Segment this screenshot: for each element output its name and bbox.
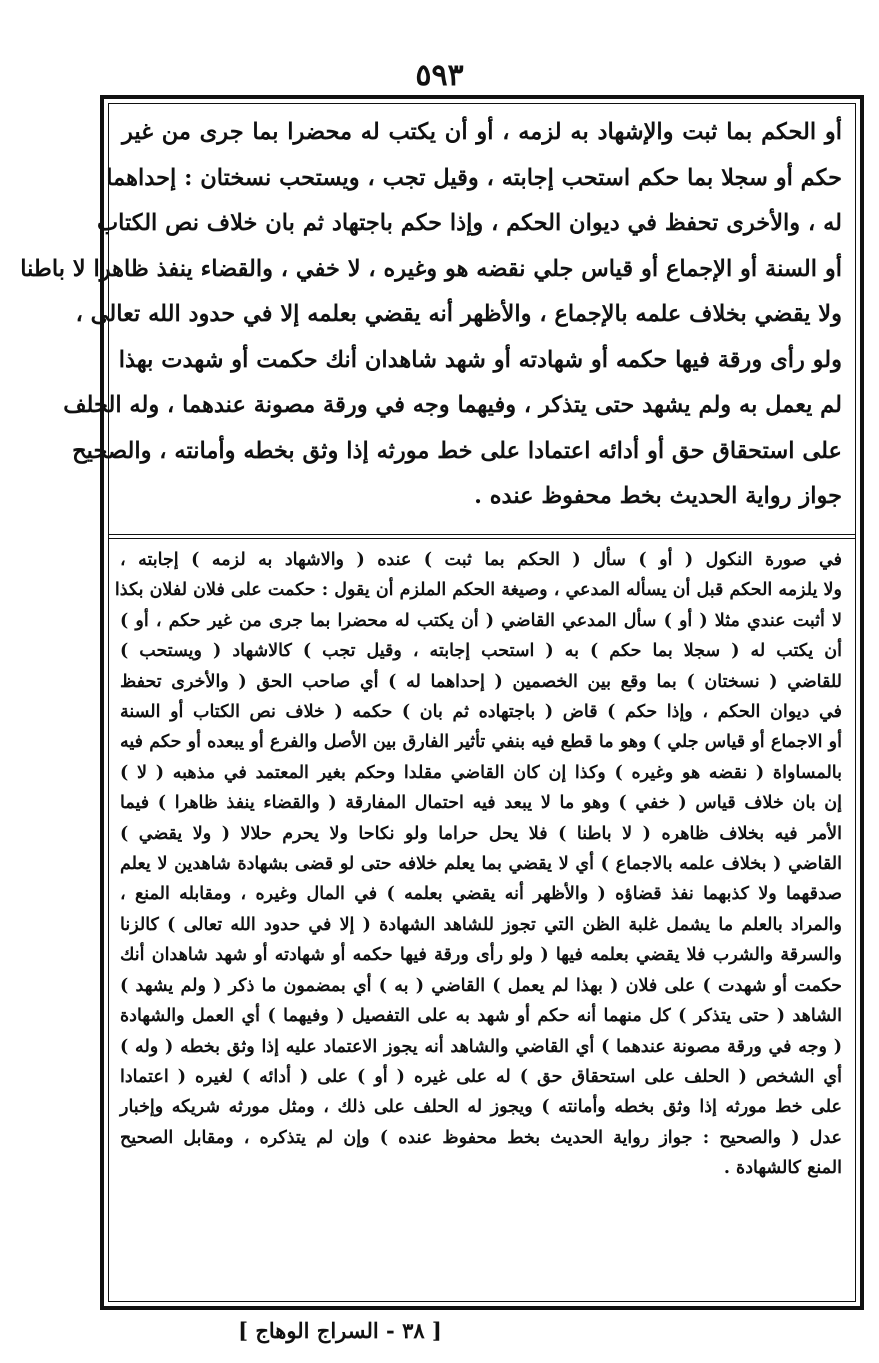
main-text-line: أو السنة أو الإجماع أو قياس جلي نقضه هو وغيره ، لا خفي ، والقضاء ينفذ ظاهرا لا باطنا: [20, 255, 842, 282]
commentary-line: على خط مورثه إذا وثق بخطه وأمانته ) ويجوز له الحلف على ذلك ، ومثل مورثه شريكه وإخبار: [120, 1097, 842, 1118]
main-text-line: لم يعمل به ولم يشهد حتى يتذكر ، وفيهما وجه في ورقة مصونة عندهما ، وله الحلف: [63, 392, 842, 418]
section-divider: [108, 538, 856, 539]
footer-signature: [ ٣٨ - السراج الوهاج ]: [238, 1318, 442, 1343]
main-text-line: حكم أو سجلا بما حكم استحب إجابته ، وقيل تجب ، ويستحب نسختان : إحداهما: [106, 164, 842, 191]
commentary-line: في صورة النكول ( أو ) سأل ( الحكم بما ثبت ) عنده ( والاشهاد به لزمه ) إجابته ،: [120, 550, 842, 570]
commentary-line: إن بان خلاف قياس ( خفي ) وهو ما لا يبعد فيه احتمال المفارقة ( والقضاء ينفذ ظاهرا ) فيما: [120, 793, 842, 814]
commentary-line: والمراد بالعلم ما يشمل غلبة الظن التي تجوز للشاهد الشهادة ( إلا في حدود الله تعالى ) كالزنا: [120, 914, 842, 935]
commentary-line: ولا يلزمه الحكم قبل أن يسأله المدعي ، وصيغة الحكم الملزم أن يقول : حكمت على فلان لفلان بكذا: [114, 580, 842, 601]
commentary-line: للقاضي ( نسختان ) بما وقع بين الخصمين ( إحداهما له ) أي صاحب الحق ( والأخرى تحفظ: [120, 671, 842, 692]
main-text-line: ولا يقضي بخلاف علمه بالإجماع ، والأظهر أنه يقضي بعلمه إلا في حدود الله تعالى ،: [75, 301, 842, 327]
commentary-block: [114, 545, 842, 1295]
commentary-line: أو الاجماع أو قياس جلي ) وهو ما قطع فيه بنفي تأثير الفارق بين الأصل والفرع أو يبعده أو حكم فيه: [120, 732, 842, 753]
commentary-line: المنع كالشهادة .: [723, 1158, 842, 1179]
commentary-line: الأمر فيه بخلاف ظاهره ( لا باطنا ) فلا يحل حراما ولو نكاحا ولا يحرم حلالا ( ولا يقضي ): [120, 823, 842, 844]
main-text-line: على استحقاق حق أو أدائه اعتمادا على خط مورثه إذا وثق بخطه وأمانته ، والصحيح: [72, 437, 842, 464]
page-number: ٥٩٣: [415, 58, 464, 93]
commentary-line: أن يكتب له ( سجلا بما حكم ) به ( استحب إجابته ، وقيل تجب ) كالاشهاد ( ويستحب ): [120, 641, 842, 662]
section-divider: [108, 534, 856, 535]
commentary-line: والسرقة والشرب فلا يقضي بعلمه فيها ( ولو رأى ورقة فيها حكمه أو شهادته أو شهد شاهدان أنك: [120, 945, 842, 966]
commentary-line: أي الشخص ( الحلف على استحقاق حق ) له على غيره ( أو ) على ( أدائه ) لغيره ( اعتمادا: [120, 1066, 842, 1087]
main-text-line: جواز رواية الحديث بخط محفوظ عنده .: [474, 483, 842, 509]
main-text-line: أو الحكم بما ثبت والإشهاد به لزمه ، أو أن يكتب له محضرا بما جرى من غير: [122, 119, 842, 145]
commentary-line: عدل ( والصحيح : جواز رواية الحديث بخط محفوظ عنده ) وإن لم يتذكره ، ومقابل الصحيح: [120, 1127, 842, 1148]
main-text-line: ولو رأى ورقة فيها حكمه أو شهادته أو شهد شاهدان أنك حكمت أو شهدت بهذا: [118, 346, 842, 373]
commentary-line: في ديوان الحكم ، وإذا حكم ) قاض ( باجتهاده ثم بان ) حكمه ( خلاف نص الكتاب أو السنة: [120, 702, 842, 723]
commentary-line: الشاهد ( حتى يتذكر ) كل منهما أنه حكم أو شهد به على التفصيل ( وفيهما ) أي العمل والشهادة: [120, 1006, 842, 1027]
main-text-block: [20, 110, 842, 530]
commentary-line: القاضي ( بخلاف علمه بالاجماع ) أي لا يقضي بما يعلم خلافه حتى لو قضى بشهادة شاهدين لا يعلم: [120, 854, 842, 875]
commentary-line: لا أثبت عندي مثلا ( أو ) سأل المدعي القاضي ( أن يكتب له محضرا بما جرى من غير حكم ، أو ): [120, 610, 842, 631]
commentary-line: صدقهما ولا كذبهما نفذ قضاؤه ( والأظهر أنه يقضي بعلمه ) في المال وغيره ، ومقابله المنع ،: [120, 884, 842, 905]
commentary-line: ( وجه في ورقة مصونة عندهما ) أي القاضي والشاهد أنه يجوز الاعتماد عليه إذا وثق بخطه ( وله ): [120, 1036, 842, 1057]
commentary-line: بالمساواة ( نقضه هو وغيره ) وكذا إن كان القاضي مقلدا وحكم بغير المعتمد في مذهبه ( لا ): [120, 762, 842, 783]
commentary-line: حكمت أو شهدت ) على فلان ( بهذا لم يعمل ) القاضي ( به ) أي بمضمون ما ذكر ( ولم يشهد ): [120, 975, 842, 996]
main-text-line: له ، والأخرى تحفظ في ديوان الحكم ، وإذا حكم باجتهاد ثم بان خلاف نص الكتاب: [96, 210, 842, 236]
